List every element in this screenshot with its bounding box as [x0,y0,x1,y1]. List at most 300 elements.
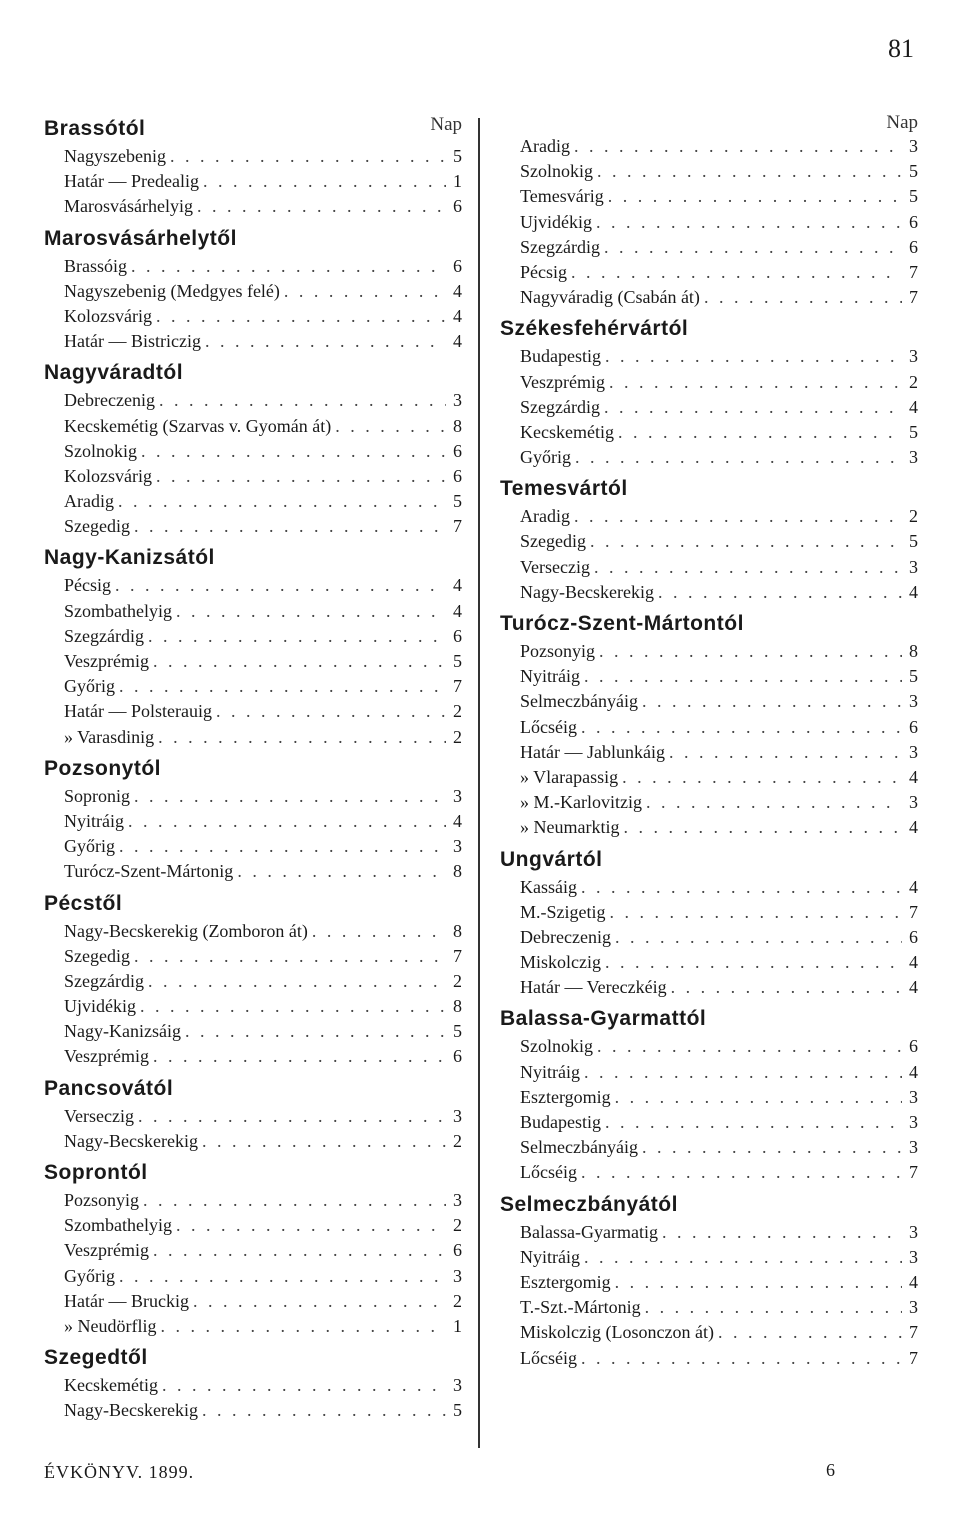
destination-label: » Neumarktig [520,817,620,838]
dot-leader [623,817,902,838]
destination-label: Brassóig [64,255,127,276]
list-item [500,817,918,842]
destination-label: Győrig [64,676,115,697]
list-item [44,676,462,701]
section-title: Székesfehérvártól [500,317,689,341]
section-title: Pozsonytól [44,756,162,780]
dot-leader [618,422,902,443]
list-item [500,422,918,447]
days-value: 6 [909,716,918,737]
destination-label: Budapestig [520,346,601,367]
days-value: 2 [909,371,918,392]
dot-leader [176,1215,446,1236]
dot-leader [645,1297,902,1318]
entry-list [44,390,462,541]
destination-label: Aradig [520,136,570,156]
list-item [500,1348,918,1373]
list-item [500,161,918,186]
destination-label: Aradig [520,506,570,527]
list-item [44,1400,462,1425]
list-item [44,946,462,971]
route-section [44,112,462,222]
unit-label-right: Nap [886,112,918,133]
dot-leader [596,212,902,233]
days-value: 4 [909,1061,918,1082]
days-value: 3 [909,792,918,813]
list-item [500,792,918,817]
destination-label: Szegedig [64,516,130,537]
destination-label: Nyitráig [520,666,580,687]
dot-leader [574,136,902,157]
route-section [44,887,462,1072]
destination-label: Szolnokig [64,440,138,461]
dot-leader [718,1322,902,1343]
list-item [500,237,918,262]
destination-label: » M.-Karlovitzig [520,792,642,813]
days-value: 5 [453,1400,462,1421]
dot-leader [202,1131,446,1152]
list-item [44,390,462,415]
destination-label: Budapestig [520,1112,601,1132]
list-item [44,491,462,516]
dot-leader [581,877,902,898]
days-value: 7 [909,1347,918,1368]
dot-leader [162,1375,446,1396]
days-value: 4 [909,581,918,602]
entry-list [500,641,918,843]
days-value: 3 [909,346,918,367]
dot-leader [574,506,902,527]
dot-leader [590,531,902,552]
dot-leader [153,1046,446,1067]
days-value: 7 [453,676,462,697]
dot-leader [571,262,902,283]
days-value: 3 [909,1297,918,1318]
destination-label: Balassa-Gyarmatig [520,1221,658,1242]
dot-leader [615,1272,902,1293]
dot-leader [118,491,446,512]
dot-leader [158,727,446,748]
destination-label: Határ — Polsterauig [64,701,212,722]
route-section [44,541,462,751]
list-item [44,146,462,171]
route-section [44,356,462,541]
list-item [44,727,462,752]
section-title: Szegedtől [44,1346,148,1370]
days-value: 3 [909,1221,918,1242]
days-value: 7 [453,945,462,966]
route-section [500,607,918,843]
list-item [500,742,918,767]
section-title: Temesvártól [500,477,628,501]
days-value: 3 [909,691,918,712]
list-item [44,626,462,651]
destination-label: Pozsonyig [520,641,596,661]
list-item [500,1247,918,1272]
list-item [44,1021,462,1046]
dot-leader [128,811,446,832]
route-section [500,843,918,1003]
dot-leader [642,691,902,712]
days-value: 4 [909,952,918,973]
list-item [500,1162,918,1187]
entry-list [44,1106,462,1156]
destination-label: Határ — Bistriczig [64,331,201,352]
list-item [500,1036,918,1061]
entry-list [500,136,918,312]
list-item [44,1240,462,1265]
days-value: 6 [909,926,918,947]
dot-leader [575,447,902,468]
dot-leader [140,996,446,1017]
destination-label: Győrig [64,836,115,857]
days-value: 1 [453,1315,462,1336]
dot-leader [141,441,446,462]
dot-leader [159,390,446,411]
left-column [44,112,462,1426]
days-value: 3 [453,836,462,857]
list-item [44,861,462,886]
entry-list [500,506,918,607]
list-item [500,186,918,211]
page-number: 81 [888,34,914,63]
days-value: 6 [909,236,918,257]
days-value: 4 [453,305,462,326]
list-item [44,1215,462,1240]
days-value: 5 [909,531,918,552]
dot-leader [134,786,446,807]
route-section [44,1156,462,1341]
section-title: Turócz-Szent-Mártontól [500,612,744,635]
entry-list [44,575,462,751]
destination-label: Pozsonyig [64,1190,140,1210]
days-value: 5 [909,161,918,182]
days-value: 2 [453,1215,462,1236]
section-spacer [500,112,918,136]
dot-leader [658,582,902,603]
dot-leader [704,287,902,308]
days-value: 1 [453,171,462,192]
dot-leader [119,1266,446,1287]
destination-label: Győrig [520,447,571,468]
destination-label: » Vlarapassig [520,766,619,787]
days-value: 7 [909,1162,918,1183]
days-value: 4 [453,331,462,352]
list-item [44,1266,462,1291]
destination-label: Nagy-Becskerekig [64,1400,198,1421]
dot-leader [202,1400,446,1421]
destination-label: Kassáig [520,876,577,897]
dot-leader [646,792,902,813]
days-value: 2 [453,1130,462,1151]
footer-yearbook-label: ÉVKÖNYV. 1899. [44,1462,195,1482]
list-item [44,651,462,676]
destination-label: Szolnokig [520,1036,594,1057]
dot-leader [584,666,902,687]
dot-leader [143,1190,446,1211]
destination-label: Szegedig [520,531,586,552]
destination-label: Miskolczig [520,952,601,973]
dot-leader [584,1247,902,1268]
destination-label: Temesvárig [520,186,604,207]
destination-label: Pécsig [520,261,567,282]
days-value: 4 [453,600,462,621]
list-item [44,1131,462,1156]
dot-leader [610,902,903,923]
list-item [500,531,918,556]
dot-leader [671,977,902,998]
entry-list [500,346,918,472]
destination-label: Aradig [64,491,114,512]
destination-label: Szombathelyig [64,600,172,621]
dot-leader [604,397,902,418]
days-value: 7 [909,287,918,308]
dot-leader [597,161,902,182]
destination-label: Pécsig [64,575,111,596]
days-value: 6 [453,440,462,461]
list-item [500,877,918,902]
dot-leader [170,146,446,167]
route-section [44,1341,462,1425]
list-item [44,1106,462,1131]
days-value: 3 [453,1375,462,1396]
dot-leader [203,171,446,192]
destination-label: Nyitráig [64,810,124,831]
dot-leader [594,557,902,578]
days-value: 5 [909,186,918,207]
days-value: 3 [453,785,462,806]
destination-label: Kecskemétig (Szarvas v. Gyomán át) [64,415,332,436]
list-item [500,1062,918,1087]
dot-leader [584,1062,902,1083]
section-title: Marosvásárhelytől [44,226,237,250]
list-item [44,701,462,726]
list-item [44,1046,462,1071]
destination-label: Veszprémig [520,371,605,392]
entry-list [44,921,462,1072]
list-item [44,1190,462,1215]
route-section [500,312,918,472]
dot-leader [115,575,446,596]
dot-leader [119,676,446,697]
destination-label: Miskolczig (Losonczon át) [520,1322,714,1343]
list-item [500,212,918,237]
dot-leader [197,196,446,217]
dot-leader [237,861,446,882]
days-value: 4 [909,766,918,787]
list-item [44,281,462,306]
dot-leader [581,1162,902,1183]
destination-label: Kolozsvárig [64,465,152,486]
destination-label: Verseczig [520,556,590,577]
destination-label: » Neudörflig [64,1315,157,1336]
list-item [44,601,462,626]
entry-list [500,1222,918,1373]
entry-list [44,786,462,887]
days-value: 4 [909,1271,918,1292]
footer-signature-mark: 6 [826,1460,835,1480]
destination-label: Szegzárdig [520,396,600,417]
destination-label: Nyitráig [520,1246,580,1267]
days-value: 6 [453,255,462,276]
list-item [500,582,918,607]
days-value: 8 [453,861,462,882]
days-value: 2 [453,701,462,722]
list-item [44,1291,462,1316]
route-section [44,222,462,357]
days-value: 3 [909,741,918,762]
destination-label: Nagyváradig (Csabán át) [520,287,700,308]
destination-label: Szegedig [64,945,130,966]
list-item [500,397,918,422]
destination-label: Szolnokig [520,161,594,182]
destination-label: Szegzárdig [64,970,144,991]
list-item [500,506,918,531]
dot-leader [599,641,902,662]
destination-label: Határ — Bruckig [64,1290,189,1311]
dot-leader [134,516,446,537]
route-section [500,112,918,312]
route-section [44,1072,462,1156]
list-item [44,256,462,281]
dot-leader [312,921,446,942]
destination-label: Határ — Jablunkáig [520,741,665,762]
dot-leader [193,1291,446,1312]
destination-label: Kecskemétig [520,421,614,442]
list-item [500,1112,918,1137]
section-title: Pancsovától [44,1076,174,1100]
section-title: Soprontól [44,1161,148,1184]
list-item [500,1137,918,1162]
destination-label: Debreczenig [520,926,611,947]
days-value: 3 [453,1105,462,1126]
days-value: 2 [453,970,462,991]
dot-leader [284,281,446,302]
destination-label: Esztergomig [520,1271,611,1292]
entry-list [44,256,462,357]
days-value: 3 [909,1112,918,1132]
section-title: Balassa-Gyarmattól [500,1007,707,1031]
section-title: Nagy-Kanizsától [44,546,215,570]
destination-label: » Varasdinig [64,726,155,747]
entry-list [500,877,918,1003]
dot-leader [605,346,902,367]
days-value: 4 [453,280,462,301]
list-item [500,287,918,312]
dot-leader [138,1106,446,1127]
destination-label: T.-Szt.-Mártonig [520,1297,641,1318]
days-value: 8 [453,920,462,941]
days-value: 8 [453,996,462,1017]
dot-leader [615,927,902,948]
destination-label: Esztergomig [520,1086,611,1107]
list-item [500,372,918,397]
dot-leader [156,306,446,327]
dot-leader [597,1036,902,1057]
dot-leader [153,1240,446,1261]
days-value: 5 [909,421,918,442]
dot-leader [609,372,902,393]
list-item [500,1272,918,1297]
unit-label-left: Nap [430,114,462,135]
list-item [500,952,918,977]
destination-label: Lőcséig [520,1347,577,1368]
destination-label: Veszprémig [64,1240,149,1261]
destination-label: Veszprémig [64,1046,149,1067]
days-value: 2 [453,726,462,747]
days-value: 3 [453,1265,462,1286]
dot-leader [335,416,446,437]
dot-leader [148,971,446,992]
days-value: 3 [909,136,918,156]
list-item [44,921,462,946]
destination-label: M.-Szigetig [520,901,606,922]
dot-leader [615,1087,902,1108]
left-sections [44,112,462,1426]
list-item [44,306,462,331]
destination-label: Határ — Predealig [64,171,199,192]
list-item [500,1222,918,1247]
destination-label: Marosvásárhelyig [64,196,193,217]
right-column [500,112,918,1373]
destination-label: Veszprémig [64,651,149,671]
list-item [500,557,918,582]
destination-label: Turócz-Szent-Mártonig [64,861,234,882]
dot-leader [608,186,902,207]
dot-leader [604,237,902,258]
list-item [500,977,918,1002]
days-value: 7 [909,901,918,922]
days-value: 3 [909,1086,918,1107]
list-item [44,416,462,441]
list-item [44,171,462,196]
days-value: 2 [909,506,918,527]
dot-leader [216,701,446,722]
destination-label: Ujvidékig [520,211,592,232]
dot-leader [119,836,446,857]
list-item [500,767,918,792]
days-value: 6 [909,1036,918,1057]
days-value: 3 [909,447,918,468]
entry-list [44,146,462,222]
section-title: Pécstől [44,891,123,915]
days-value: 6 [909,211,918,232]
days-value: 7 [909,1322,918,1343]
days-value: 8 [453,415,462,436]
route-section [44,752,462,887]
days-value: 6 [453,465,462,486]
section-title: Ungvártól [500,847,603,871]
destination-label: Szombathelyig [64,1215,172,1236]
dot-leader [134,946,446,967]
dot-leader [581,1348,902,1369]
list-item [500,666,918,691]
list-item [44,466,462,491]
dot-leader [131,256,446,277]
days-value: 2 [453,1290,462,1311]
days-value: 4 [909,977,918,998]
route-section [500,1188,918,1373]
days-value: 5 [909,666,918,687]
destination-label: Nagy-Becskerekig [520,581,654,602]
days-value: 6 [453,1240,462,1261]
dot-leader [160,1316,446,1337]
list-item [44,971,462,996]
destination-label: Lőcséig [520,1162,577,1183]
destination-label: Verseczig [64,1105,134,1126]
list-item [44,1316,462,1341]
dot-leader [153,651,446,672]
